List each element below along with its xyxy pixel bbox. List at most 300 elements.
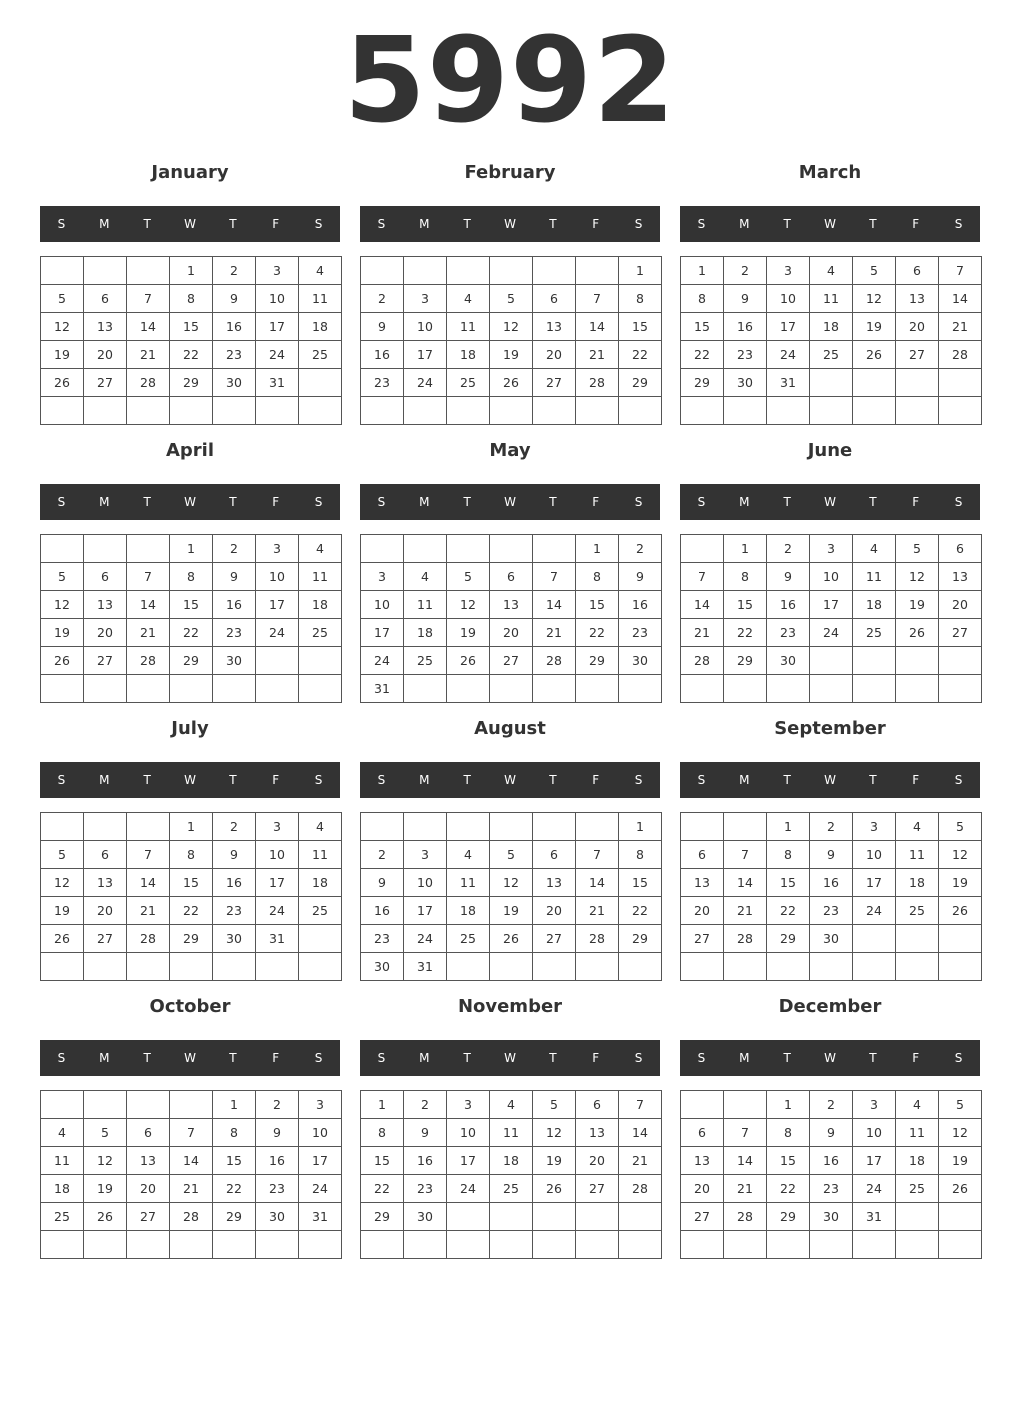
- weekday-label: S: [314, 1051, 323, 1065]
- day-cell: 17: [256, 869, 299, 897]
- day-cell: 4: [447, 841, 490, 869]
- day-cell: 26: [490, 925, 533, 953]
- day-cell: 20: [84, 341, 127, 369]
- weekday-label: F: [912, 773, 920, 787]
- day-cell: 12: [939, 1119, 982, 1147]
- week-row: [41, 257, 342, 285]
- day-cell: 26: [853, 341, 896, 369]
- day-cell: [724, 675, 767, 703]
- weekday-header: [360, 206, 660, 242]
- day-cell: 19: [84, 1175, 127, 1203]
- day-cell: [681, 535, 724, 563]
- day-cell: 16: [361, 341, 404, 369]
- day-cell: [361, 257, 404, 285]
- day-cell: 3: [404, 285, 447, 313]
- day-cell: 25: [404, 647, 447, 675]
- day-cell: 12: [447, 591, 490, 619]
- day-cell: 20: [84, 619, 127, 647]
- day-cell: [533, 813, 576, 841]
- day-cell: 30: [256, 1203, 299, 1231]
- day-cell: 22: [170, 619, 213, 647]
- day-cell: 11: [299, 285, 342, 313]
- day-cell: [724, 813, 767, 841]
- day-cell: [84, 953, 127, 981]
- day-cell: [724, 397, 767, 425]
- day-cell: 2: [213, 813, 256, 841]
- day-cell: 15: [170, 869, 213, 897]
- weekday-label: S: [314, 495, 323, 509]
- day-cell: [939, 675, 982, 703]
- day-cell: 28: [724, 925, 767, 953]
- day-grid: [680, 256, 982, 425]
- day-cell: 10: [447, 1119, 490, 1147]
- day-cell: [127, 953, 170, 981]
- day-cell: [299, 397, 342, 425]
- day-cell: 5: [896, 535, 939, 563]
- day-cell: 26: [939, 897, 982, 925]
- week-row: [681, 869, 982, 897]
- weekday-label: T: [783, 495, 791, 509]
- day-cell: [41, 953, 84, 981]
- week-row: [361, 257, 662, 285]
- day-cell: 7: [724, 841, 767, 869]
- day-cell: [447, 953, 490, 981]
- day-cell: [576, 675, 619, 703]
- day-cell: 29: [361, 1203, 404, 1231]
- day-cell: 19: [939, 869, 982, 897]
- day-cell: 16: [256, 1147, 299, 1175]
- day-cell: [533, 953, 576, 981]
- month-name: October: [149, 996, 231, 1017]
- day-cell: 3: [361, 563, 404, 591]
- day-cell: 7: [724, 1119, 767, 1147]
- week-row: [361, 1119, 662, 1147]
- weekday-label: S: [954, 495, 963, 509]
- day-cell: 28: [127, 369, 170, 397]
- weekday-label: S: [634, 217, 643, 231]
- day-cell: 22: [767, 897, 810, 925]
- week-row: [41, 925, 342, 953]
- day-cell: 10: [256, 285, 299, 313]
- day-cell: 14: [681, 591, 724, 619]
- day-cell: [361, 535, 404, 563]
- day-cell: 8: [619, 841, 662, 869]
- week-row: [681, 397, 982, 425]
- day-cell: [41, 675, 84, 703]
- day-cell: 15: [170, 591, 213, 619]
- day-cell: 10: [404, 313, 447, 341]
- day-cell: 1: [213, 1091, 256, 1119]
- day-cell: 19: [41, 897, 84, 925]
- day-cell: 24: [256, 619, 299, 647]
- month-name: May: [489, 440, 531, 461]
- day-cell: [127, 813, 170, 841]
- week-row: [681, 591, 982, 619]
- week-row: [681, 647, 982, 675]
- day-cell: 15: [724, 591, 767, 619]
- weekday-label: W: [504, 217, 516, 231]
- day-cell: 28: [576, 369, 619, 397]
- weekday-label: S: [634, 495, 643, 509]
- day-cell: [361, 1231, 404, 1259]
- weekday-label: F: [272, 217, 280, 231]
- day-cell: 21: [681, 619, 724, 647]
- day-cell: [404, 397, 447, 425]
- day-cell: [404, 813, 447, 841]
- day-cell: 29: [724, 647, 767, 675]
- day-cell: 11: [853, 563, 896, 591]
- day-cell: 5: [41, 285, 84, 313]
- weekday-label: S: [57, 217, 66, 231]
- week-row: [361, 813, 662, 841]
- day-cell: 26: [84, 1203, 127, 1231]
- day-cell: 16: [810, 869, 853, 897]
- week-row: [681, 1147, 982, 1175]
- week-row: [681, 813, 982, 841]
- day-cell: 8: [576, 563, 619, 591]
- day-cell: [853, 675, 896, 703]
- day-cell: [853, 369, 896, 397]
- day-cell: 30: [810, 925, 853, 953]
- day-cell: [939, 647, 982, 675]
- day-cell: [533, 675, 576, 703]
- day-cell: 7: [681, 563, 724, 591]
- weekday-header: [360, 1040, 660, 1076]
- weekday-label: T: [229, 495, 237, 509]
- day-cell: 19: [41, 341, 84, 369]
- day-cell: 12: [490, 869, 533, 897]
- day-cell: 22: [170, 341, 213, 369]
- day-cell: 16: [213, 869, 256, 897]
- day-cell: 6: [576, 1091, 619, 1119]
- day-cell: [681, 675, 724, 703]
- weekday-label: T: [869, 495, 877, 509]
- day-cell: [490, 813, 533, 841]
- day-cell: 8: [619, 285, 662, 313]
- week-row: [41, 841, 342, 869]
- weekday-label: F: [272, 773, 280, 787]
- day-cell: 20: [896, 313, 939, 341]
- day-cell: [533, 1231, 576, 1259]
- day-cell: [404, 675, 447, 703]
- day-cell: 8: [170, 841, 213, 869]
- week-row: [41, 897, 342, 925]
- day-cell: 5: [533, 1091, 576, 1119]
- day-cell: [299, 675, 342, 703]
- week-row: [681, 1119, 982, 1147]
- day-cell: 23: [361, 369, 404, 397]
- day-cell: 18: [810, 313, 853, 341]
- day-cell: 31: [361, 675, 404, 703]
- weekday-label: M: [419, 773, 430, 787]
- day-cell: 10: [256, 563, 299, 591]
- day-cell: 1: [767, 1091, 810, 1119]
- week-row: [361, 1147, 662, 1175]
- weekday-label: T: [549, 495, 557, 509]
- weekday-header: [360, 484, 660, 520]
- day-cell: 7: [619, 1091, 662, 1119]
- day-cell: 15: [767, 1147, 810, 1175]
- day-cell: 17: [256, 313, 299, 341]
- day-cell: 26: [41, 369, 84, 397]
- day-cell: [213, 675, 256, 703]
- day-cell: 11: [896, 1119, 939, 1147]
- week-row: [681, 1175, 982, 1203]
- day-cell: 1: [619, 257, 662, 285]
- day-cell: 16: [619, 591, 662, 619]
- day-cell: [127, 675, 170, 703]
- day-cell: [490, 1203, 533, 1231]
- weekday-label: S: [314, 773, 323, 787]
- day-cell: 19: [896, 591, 939, 619]
- day-cell: 31: [256, 369, 299, 397]
- day-cell: 10: [810, 563, 853, 591]
- day-cell: 15: [576, 591, 619, 619]
- day-cell: [533, 1203, 576, 1231]
- day-cell: 31: [853, 1203, 896, 1231]
- day-cell: 6: [533, 841, 576, 869]
- weekday-label: T: [229, 1051, 237, 1065]
- weekday-label: F: [272, 1051, 280, 1065]
- day-cell: 22: [681, 341, 724, 369]
- day-cell: 17: [447, 1147, 490, 1175]
- weekday-label: M: [419, 1051, 430, 1065]
- day-cell: 3: [256, 257, 299, 285]
- day-cell: [41, 257, 84, 285]
- day-cell: 12: [533, 1119, 576, 1147]
- day-cell: 27: [533, 369, 576, 397]
- day-cell: [767, 1231, 810, 1259]
- day-cell: 22: [724, 619, 767, 647]
- weekday-header: [680, 762, 980, 798]
- week-row: [41, 1119, 342, 1147]
- day-cell: 28: [681, 647, 724, 675]
- day-cell: 24: [299, 1175, 342, 1203]
- day-cell: 24: [767, 341, 810, 369]
- day-cell: 16: [213, 591, 256, 619]
- day-cell: 7: [127, 841, 170, 869]
- day-cell: 2: [404, 1091, 447, 1119]
- day-cell: 23: [213, 897, 256, 925]
- day-cell: 22: [170, 897, 213, 925]
- day-grid: [40, 534, 342, 703]
- day-cell: 19: [41, 619, 84, 647]
- week-row: [361, 563, 662, 591]
- day-cell: 13: [84, 313, 127, 341]
- day-cell: 10: [256, 841, 299, 869]
- day-cell: 1: [724, 535, 767, 563]
- day-cell: 21: [127, 341, 170, 369]
- day-cell: 11: [490, 1119, 533, 1147]
- week-row: [361, 1203, 662, 1231]
- day-cell: [810, 675, 853, 703]
- day-cell: 31: [404, 953, 447, 981]
- day-cell: 21: [939, 313, 982, 341]
- day-cell: [853, 953, 896, 981]
- day-cell: 7: [939, 257, 982, 285]
- day-cell: 2: [619, 535, 662, 563]
- day-cell: 7: [170, 1119, 213, 1147]
- day-cell: [896, 925, 939, 953]
- day-cell: [896, 1203, 939, 1231]
- weekday-label: F: [592, 495, 600, 509]
- week-row: [41, 313, 342, 341]
- day-cell: 12: [41, 591, 84, 619]
- weekday-label: M: [99, 495, 110, 509]
- day-cell: 25: [299, 897, 342, 925]
- day-cell: 16: [810, 1147, 853, 1175]
- day-cell: 25: [896, 897, 939, 925]
- day-cell: [447, 535, 490, 563]
- weekday-label: T: [143, 217, 151, 231]
- day-cell: 19: [533, 1147, 576, 1175]
- month-name: April: [165, 440, 215, 461]
- day-cell: 8: [767, 841, 810, 869]
- day-cell: [361, 397, 404, 425]
- weekday-label: M: [739, 773, 750, 787]
- day-cell: [404, 1231, 447, 1259]
- day-cell: 23: [619, 619, 662, 647]
- day-cell: 1: [170, 257, 213, 285]
- day-cell: 29: [576, 647, 619, 675]
- day-cell: 8: [213, 1119, 256, 1147]
- weekday-label: T: [143, 495, 151, 509]
- day-cell: 18: [490, 1147, 533, 1175]
- day-cell: 24: [256, 341, 299, 369]
- day-cell: 2: [810, 813, 853, 841]
- day-cell: 15: [170, 313, 213, 341]
- weekday-label: W: [504, 1051, 516, 1065]
- day-cell: 4: [896, 1091, 939, 1119]
- day-cell: [170, 1091, 213, 1119]
- day-cell: 14: [170, 1147, 213, 1175]
- day-cell: [299, 953, 342, 981]
- day-cell: 30: [213, 647, 256, 675]
- day-cell: 30: [810, 1203, 853, 1231]
- day-cell: 20: [127, 1175, 170, 1203]
- week-row: [681, 369, 982, 397]
- weekday-label: W: [824, 217, 836, 231]
- day-cell: 5: [490, 841, 533, 869]
- day-cell: 25: [853, 619, 896, 647]
- day-cell: 9: [361, 313, 404, 341]
- day-cell: 24: [256, 897, 299, 925]
- day-cell: 13: [84, 591, 127, 619]
- day-cell: 30: [404, 1203, 447, 1231]
- day-cell: 28: [127, 647, 170, 675]
- weekday-label: W: [824, 495, 836, 509]
- day-cell: 13: [127, 1147, 170, 1175]
- day-cell: 1: [681, 257, 724, 285]
- day-cell: 21: [724, 1175, 767, 1203]
- day-cell: 28: [576, 925, 619, 953]
- day-cell: [576, 953, 619, 981]
- day-cell: 3: [853, 813, 896, 841]
- weekday-label: F: [912, 495, 920, 509]
- day-cell: 5: [447, 563, 490, 591]
- week-row: [681, 925, 982, 953]
- day-cell: 18: [299, 591, 342, 619]
- day-cell: 22: [767, 1175, 810, 1203]
- day-cell: 10: [767, 285, 810, 313]
- day-cell: 3: [810, 535, 853, 563]
- week-row: [361, 369, 662, 397]
- day-cell: [619, 1203, 662, 1231]
- week-row: [361, 285, 662, 313]
- weekday-label: T: [143, 773, 151, 787]
- day-cell: 11: [41, 1147, 84, 1175]
- day-cell: [533, 257, 576, 285]
- week-row: [41, 813, 342, 841]
- weekday-label: T: [549, 217, 557, 231]
- day-cell: 7: [576, 841, 619, 869]
- day-cell: 4: [299, 813, 342, 841]
- day-grid: [360, 812, 662, 981]
- day-cell: 29: [767, 1203, 810, 1231]
- day-cell: 18: [896, 1147, 939, 1175]
- day-cell: 20: [576, 1147, 619, 1175]
- day-cell: 6: [84, 841, 127, 869]
- weekday-label: W: [184, 495, 196, 509]
- week-row: [361, 535, 662, 563]
- day-cell: [447, 257, 490, 285]
- day-cell: [41, 397, 84, 425]
- weekday-label: F: [912, 217, 920, 231]
- day-cell: 14: [576, 313, 619, 341]
- week-row: [41, 1091, 342, 1119]
- day-cell: 10: [853, 1119, 896, 1147]
- day-cell: 17: [767, 313, 810, 341]
- day-cell: 10: [404, 869, 447, 897]
- day-cell: [490, 953, 533, 981]
- day-cell: 29: [213, 1203, 256, 1231]
- day-cell: [767, 953, 810, 981]
- day-cell: [127, 257, 170, 285]
- day-cell: 9: [767, 563, 810, 591]
- day-cell: 25: [447, 369, 490, 397]
- day-cell: 2: [724, 257, 767, 285]
- day-cell: [41, 1091, 84, 1119]
- day-cell: [724, 1231, 767, 1259]
- day-cell: 21: [576, 341, 619, 369]
- day-cell: 30: [361, 953, 404, 981]
- day-cell: 12: [41, 313, 84, 341]
- day-cell: 30: [213, 925, 256, 953]
- day-cell: 4: [299, 535, 342, 563]
- day-cell: 18: [299, 313, 342, 341]
- day-cell: 29: [767, 925, 810, 953]
- week-row: [41, 341, 342, 369]
- day-cell: [810, 369, 853, 397]
- day-cell: [256, 397, 299, 425]
- day-cell: 29: [170, 369, 213, 397]
- day-cell: 13: [896, 285, 939, 313]
- day-cell: 12: [84, 1147, 127, 1175]
- day-cell: 16: [213, 313, 256, 341]
- week-row: [361, 841, 662, 869]
- day-cell: 13: [576, 1119, 619, 1147]
- day-cell: 13: [84, 869, 127, 897]
- day-cell: 5: [939, 813, 982, 841]
- day-cell: [619, 953, 662, 981]
- day-cell: 29: [619, 925, 662, 953]
- day-cell: 27: [681, 925, 724, 953]
- weekday-label: W: [184, 1051, 196, 1065]
- day-cell: 30: [724, 369, 767, 397]
- weekday-label: T: [229, 217, 237, 231]
- day-cell: 16: [404, 1147, 447, 1175]
- week-row: [681, 535, 982, 563]
